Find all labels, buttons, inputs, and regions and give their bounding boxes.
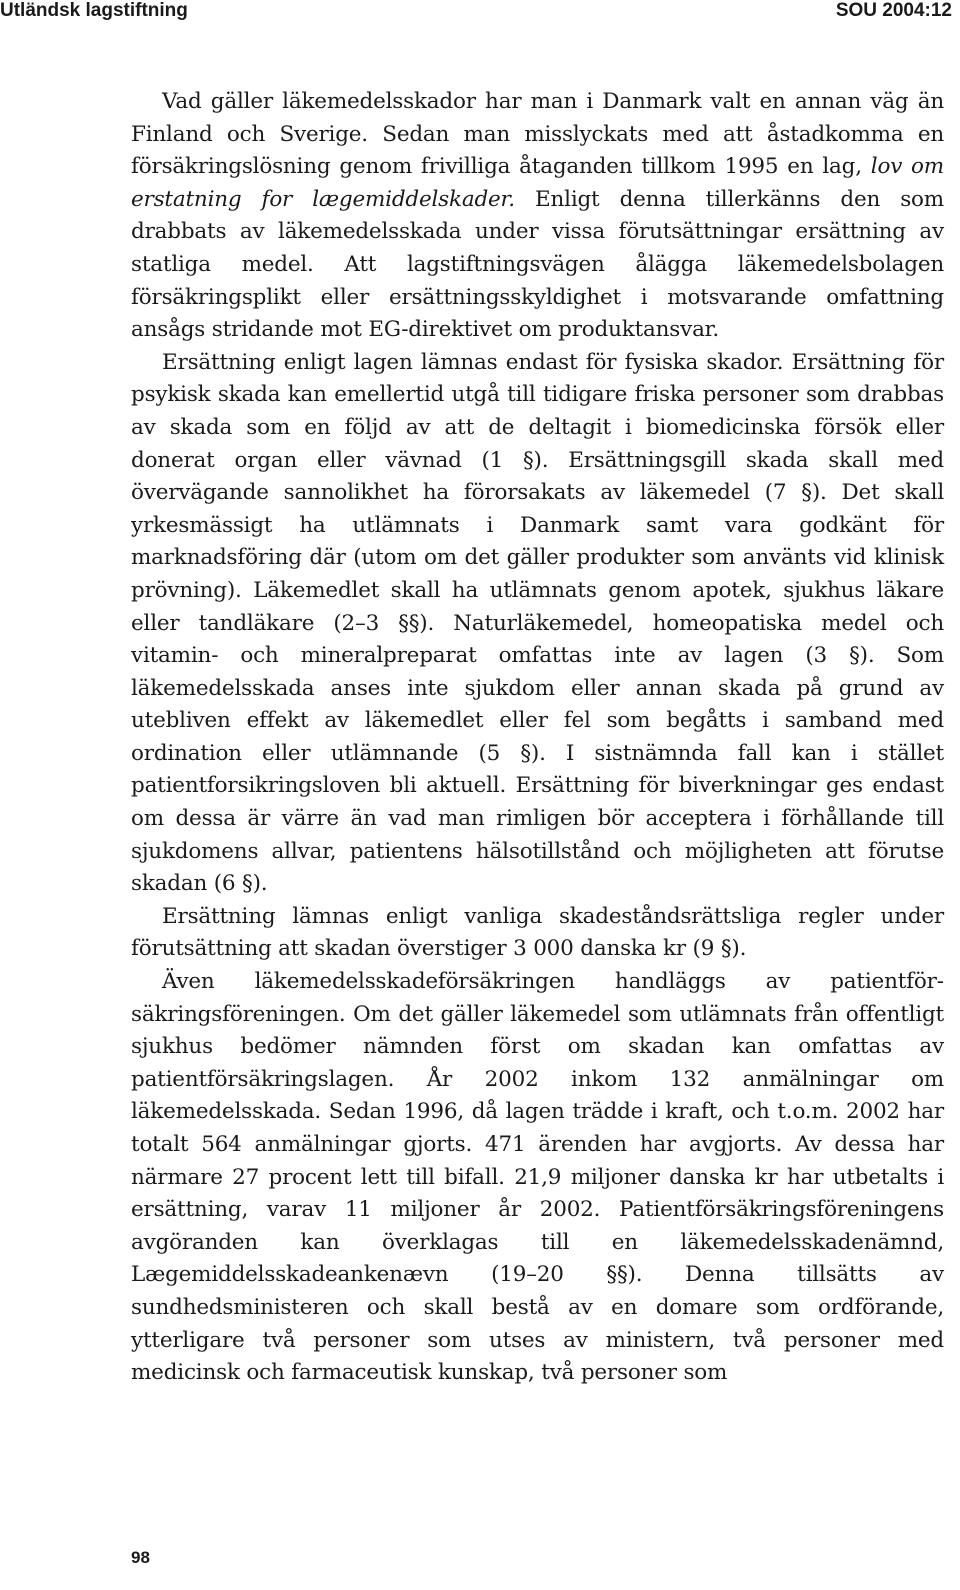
paragraph-text: Vad gäller läkemedelsskador har man i Danmark valt en annan väg än Finland och Sverige. Sedan man misslyckats med att åstadkomma en försäkringslösning genom frivilliga åtaganden tillkom 1995 en lag, (131, 89, 944, 180)
section-title: Utländsk lagstiftning (0, 0, 188, 21)
body-text (131, 86, 944, 1390)
law-title: lov om erstatning for lægemiddelskader. (131, 154, 944, 212)
paragraph: Ersättning lämnas enligt vanliga skadeståndsrättsliga regler under förutsättning att skadan överstiger 3 000 danska kr (9 §). (131, 903, 944, 962)
running-header (0, 0, 960, 24)
document-reference: SOU 2004:12 (835, 0, 952, 21)
page-number: 98 (131, 1548, 150, 1567)
paragraph (131, 86, 944, 347)
paragraph-text: Enligt denna tillerkänns den som drabbats av läkemedelsskada under vissa förutsättningar ersättning av statliga medel. Att lagstiftningsvägen ålägga läkemedelsbolagen försäkringsplikt eller ersättningsskyldighet i motsvarande omfattning ansågs stridande mot EG-direktivet om produktansvar. (131, 186, 944, 343)
paragraph: Ersättning enligt lagen lämnas endast för fysiska skador. Ersättning för psykisk skada kan emellertid utgå till tidigare friska personer som drabbas av skada som en följd av att de deltagit i biomedicinska försök eller donerat organ eller vävnad (1 §). Ersättningsgill skada skall med övervägande sannolikhet ha förorsakats av läkemedel (7 §). Det skall yrkesmässigt ha utlämnats i Danmark samt vara godkänt för marknadsföring där (utom om det gäller produkter som använts vid klinisk prövning). Läkemedlet skall ha utlämnats genom apotek, sjukhus läkare eller tandläkare (2–3 §§). Naturläkemedel, homeopatiska medel och vitamin- och mineralpreparat omfattas inte av lagen (3 §). Som läkemedelsskada anses inte sjukdom eller annan skada på grund av utebliven effekt av läkemedlet eller fel som begåtts i samband med ordination eller utlämnande (5 §). I sistnämnda fall kan i stället patientforsikringsloven bli aktuell. Ersättning för biverkningar ges endast om dessa är värre än vad man rimligen bör acceptera i förhållande till sjukdomens allvar, patientens hälsotillstånd och möjligheten att förutse skadan (6 §). (131, 349, 944, 897)
paragraph: Även läkemedelsskadeförsäkringen handläggs av patientförsäkringsföreningen. Om det gäller läkemedel som utlämnats från offentligt sjukhus bedömer nämnden först om skadan kan omfattas av patientförsäkringslagen. År 2002 inkom 132 anmälningar om läkemedelsskada. Sedan 1996, då lagen trädde i kraft, och t.o.m. 2002 har totalt 564 anmälningar gjorts. 471 ärenden har avgjorts. Av dessa har närmare 27 procent lett till bifall. 21,9 miljoner danska kr har utbetalts i ersättning, varav 11 miljoner år 2002. Patientförsäkringsföreningens avgöranden kan överklagas till en läkemedelsskadenämnd, Lægemiddelsskadeankenævn (19–20 §§). Denna tillsätts av sundhedsministeren och skall bestå av en domare som ordförande, ytterligare två personer som utses av ministern, två personer med medicinsk och farmaceutisk kunskap, två personer som (131, 969, 944, 1386)
